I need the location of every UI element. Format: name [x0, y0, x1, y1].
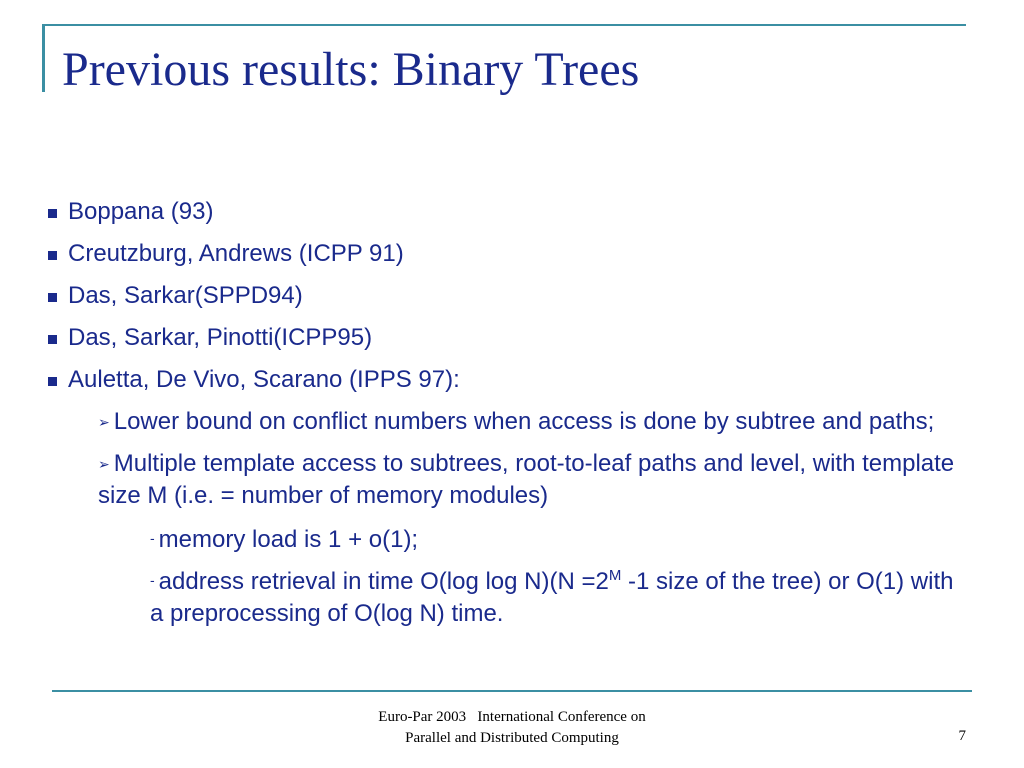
square-bullet-icon [48, 377, 57, 386]
sub-sub-bullet-text-part2: -1 size of the tree) or O(1) with a preprocessing of O(log N) time. [150, 568, 954, 627]
sub-sub-bullet-text-part1: address retrieval in time O(log log N)(N =2 [158, 568, 609, 595]
title-frame-horizontal-line [42, 24, 966, 26]
bullet-text: Das, Sarkar(SPPD94) [68, 282, 303, 309]
square-bullet-icon [48, 335, 57, 344]
dash-bullet-icon: - [150, 530, 155, 546]
bullet-text: Das, Sarkar, Pinotti(ICPP95) [68, 324, 373, 351]
arrow-bullet-icon: ➢ [98, 456, 110, 472]
page-number: 7 [958, 728, 966, 744]
sub-bullet-item [98, 406, 968, 438]
bullet-text: Boppana (93) [68, 198, 214, 225]
sub-bullet-text: Lower bound on conflict numbers when access is done by subtree and paths; [113, 408, 935, 435]
arrow-bullet-icon: ➢ [98, 414, 110, 430]
bullet-text: Creutzburg, Andrews (ICPP 91) [68, 240, 404, 267]
footer-line-2: Parallel and Distributed Computing [405, 730, 619, 746]
sub-bullet-text: Multiple template access to subtrees, root-to-leaf paths and level, with template size M (i.e. = number of memory modules) [98, 450, 955, 509]
dash-bullet-icon: - [150, 572, 155, 588]
slide-body [48, 196, 968, 638]
sub-bullet-item [98, 448, 968, 512]
bullet-item [48, 196, 968, 228]
square-bullet-icon [48, 209, 57, 218]
footer-conference [312, 707, 712, 749]
slide-title: Previous results: Binary Trees [62, 43, 640, 96]
bullet-item [48, 280, 968, 312]
superscript-m: M [608, 567, 622, 584]
bullet-item [48, 238, 968, 270]
footer-line-1: Euro-Par 2003 International Conference on [378, 709, 646, 725]
bullet-item [48, 322, 968, 354]
bullet-text: Auletta, De Vivo, Scarano (IPPS 97): [68, 366, 460, 393]
bullet-item [48, 364, 968, 396]
title-frame-vertical-line [42, 24, 45, 92]
sub-sub-bullet-item [150, 564, 968, 630]
footer-divider [52, 690, 972, 692]
square-bullet-icon [48, 251, 57, 260]
sub-sub-bullet-item [150, 522, 968, 556]
square-bullet-icon [48, 293, 57, 302]
sub-sub-bullet-text: memory load is 1 + o(1); [158, 526, 419, 553]
